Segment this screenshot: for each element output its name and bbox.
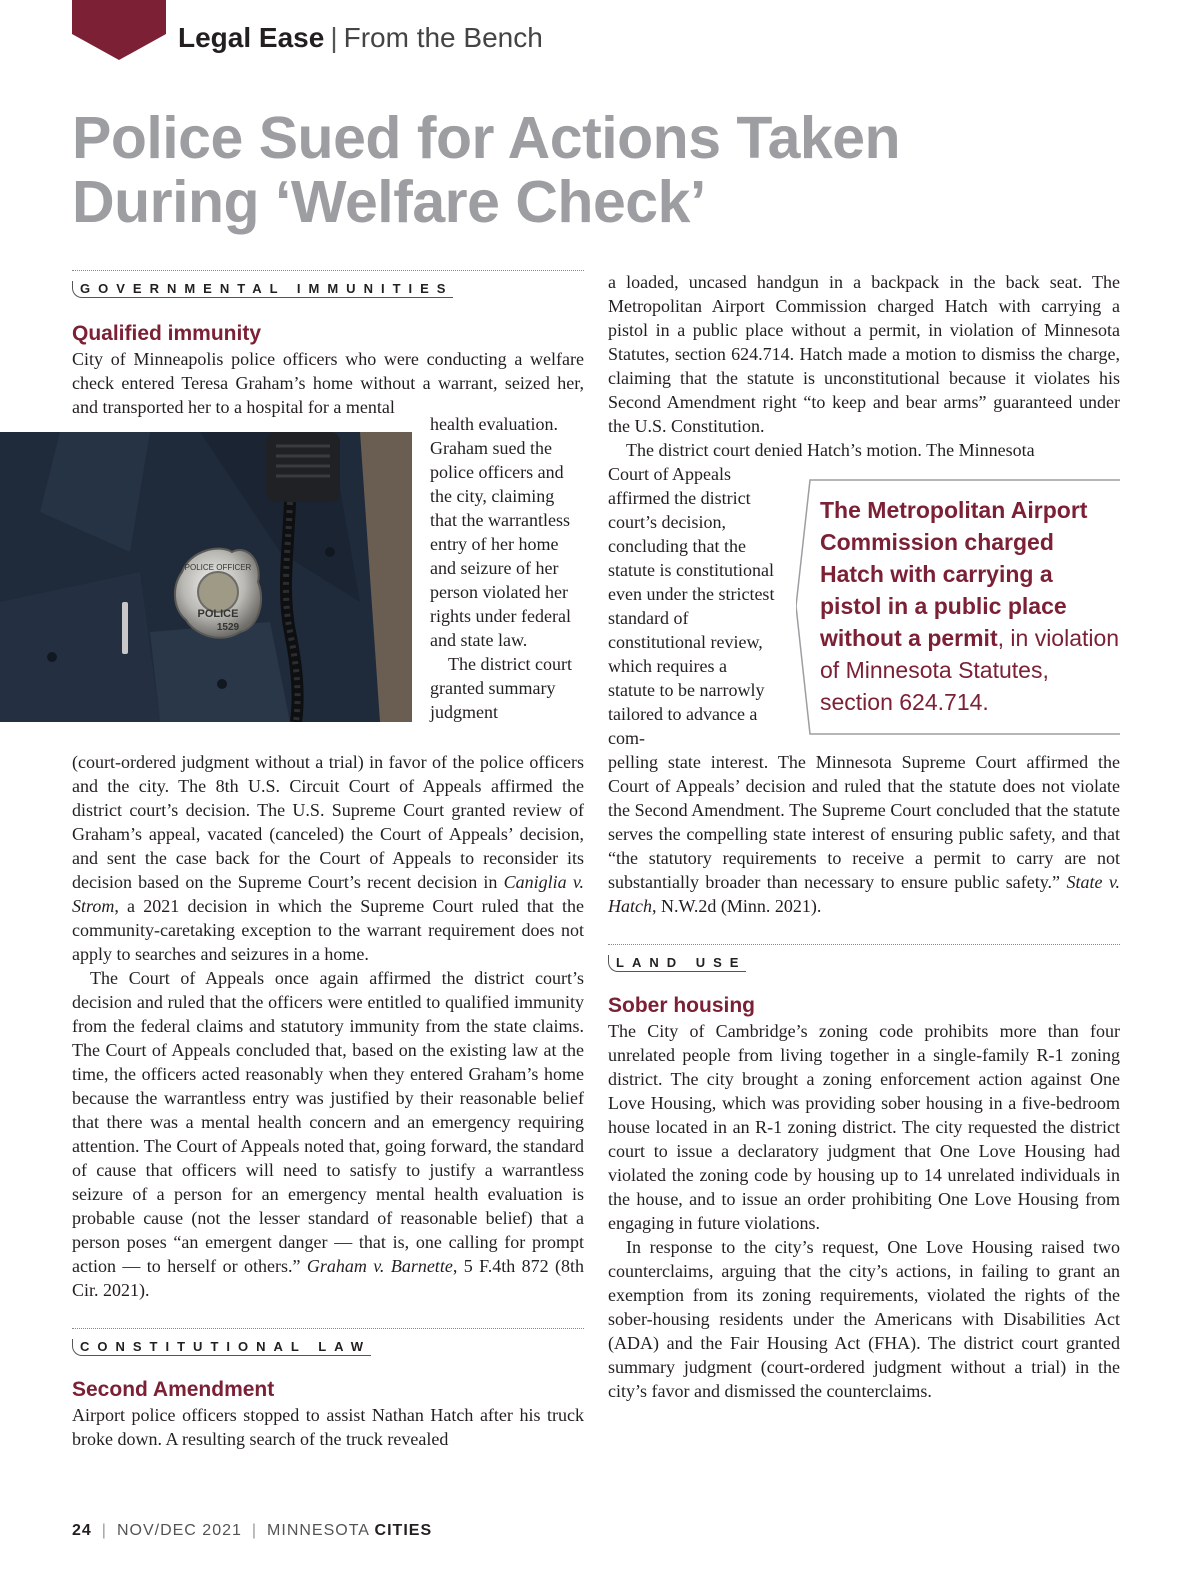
paragraph-wrap: health evaluation. Graham sued the police officers and the city, claiming that the warrantless entry of her home and seizure of her person violated her rights under federal and state law. (430, 414, 571, 650)
paragraph-2: The Court of Appeals once again affirmed the district court’s decision and ruled that the officers were entitled to qualified immunity from the federal claims and statutory immunity from the state claims. The Court of Appeals concluded that, based on the existing law at the time, the officers acted reasonably when they entered Graham’s home because the warrantless entry was justified by their reasonable belief that there was a mental health concern and an emergency requiring attention. The Court of Appeals noted that, going forward, the standard of cause that officers will need to satisfy to justify a warrantless seizure of a person for an emergency mental health evaluation is probable cause (not the lesser standard of reasonable belief) that a person poses “an emergent danger — that is, one calling for prompt action — to herself or others.” Graham v. Barnette, 5 F.4th 872 (8th Cir. 2021). (72, 968, 584, 1300)
paragraph-wrap-2: The district court granted summary judgment (430, 654, 572, 722)
paragraph-hatch-ruling-start: The district court denied Hatch’s motion. The Minnesota (626, 440, 1035, 460)
section-label-constitutional-law: CONSTITUTIONAL LAW (72, 1328, 584, 1357)
section-label-governmental-immunities: GOVERNMENTAL IMMUNITIES (72, 270, 584, 299)
section-name: Legal Ease (178, 22, 325, 53)
case-citation-caniglia: Caniglia v. Strom (72, 872, 584, 916)
page-number: 24 (72, 1522, 92, 1539)
right-column-bottom (608, 750, 1120, 1403)
paragraph-hatch-narrow: Court of Appeals affirmed the district court’s decision, concluding that the statute is constitutional even under the strictest standard of constitutional review, which requires a statute to be narrowly tailored to advance a com- (608, 464, 775, 748)
pullquote-light: , in violation of Minnesota Statutes, section 624.714. (820, 625, 1120, 715)
publication-name: MINNESOTA CITIES (267, 1522, 433, 1539)
paragraph-hatch-continued: a loaded, uncased handgun in a backpack in the back seat. The Metropolitan Airport Commission charged Hatch with carrying a pistol in a public place without a permit, in violation of Minnesota Statutes, section 624.714. Hatch made a motion to dismiss the charge, claiming that the statute is unconstitutional because it violates his Second Amendment right “to keep and bear arms” guaranteed under the U.S. Constitution. (608, 272, 1120, 436)
header-divider: | (330, 22, 338, 53)
section-label-land-use: LAND USE (608, 944, 1120, 973)
case-citation-hatch: State v. Hatch (608, 872, 1120, 916)
page-footer: 24 | NOV/DEC 2021 | MINNESOTA CITIES (72, 1522, 433, 1539)
paragraph-1-continued: (court-ordered judgment without a trial) in favor of the police officers and the city. The 8th U.S. Circuit Court of Appeals affirmed the district court’s decision. The U.S. Supreme Court granted review of Graham’s appeal, vacated (canceled) the Court of Appeals’ decision, and sent the case back for the Court of Appeals to reconsider its decision based on the Supreme Court’s recent decision in Caniglia v. Strom, a 2021 decision in which the Supreme Court ruled that the community-caretaking exception to the warrant requirement does not apply to searches and seizures in a home. (72, 752, 584, 964)
left-column-bottom (72, 750, 584, 1451)
badge-top-text: POLICE OFFICER (184, 563, 252, 572)
left-column-top (72, 270, 584, 419)
paragraph-counterclaims: In response to the city’s request, One Love Housing raised two counterclaims, arguing that the city’s actions, in failing to grant an exemption from its zoning requirements, violated the rights of the sober-housing residents under the Americans with Disabilities Act (ADA) and the Fair Housing Act (FHA). The district court granted summary judgment (court-ordered judgment without a trial) in the city’s favor and dismissed the counterclaims. (608, 1237, 1120, 1401)
section-header (178, 22, 543, 54)
subhead-qualified-immunity: Qualified immunity (72, 322, 262, 345)
badge-mid-text: POLICE (197, 608, 239, 620)
subsection-name: From the Bench (343, 22, 543, 53)
right-column-top (608, 270, 1120, 462)
article-title (72, 106, 1072, 234)
title-line-1: Police Sued for Actions Taken (72, 105, 901, 171)
subhead-second-amendment: Second Amendment (72, 1378, 275, 1401)
case-citation-graham: Graham v. Barnette (306, 1256, 453, 1276)
police-officer-photo (0, 432, 412, 722)
right-column-narrow (608, 462, 776, 750)
pullquote (820, 494, 1120, 718)
pullquote-bold: The Metropolitan Airport Commission charged Hatch with carrying a pistol in a public place without a permit (820, 497, 1088, 651)
badge-number: 1529 (216, 622, 240, 633)
paragraph-cambridge: The City of Cambridge’s zoning code prohibits more than four unrelated people from living together in a single-family R-1 zoning district. The city brought a zoning enforcement action against One Love Housing, which was providing sober housing in a five-bedroom house located in an R-1 zoning district. The city requested the district court to issue a declaratory judgment that One Love Housing had violated the zoning code by housing up to 14 unrelated individuals in the house, and to issue an order prohibiting One Love Housing from engaging in future violations. (608, 1021, 1120, 1233)
subhead-sober-housing: Sober housing (608, 994, 755, 1017)
header-tab-marker (72, 0, 166, 60)
issue-date: NOV/DEC 2021 (116, 1522, 242, 1539)
paragraph-intro: City of Minneapolis police officers who were conducting a welfare check entered Teresa Graham’s home without a warrant, seized her, and transported her to a hospital for a mental (72, 349, 584, 417)
wrapped-text-beside-photo (430, 412, 580, 724)
paragraph-hatch-intro: Airport police officers stopped to assist Nathan Hatch after his truck broke down. A resulting search of the truck revealed (72, 1405, 584, 1449)
title-line-2: During ‘Welfare Check’ (72, 169, 706, 235)
paragraph-hatch-ruling-rest: pelling state interest. The Minnesota Supreme Court affirmed the Court of Appeals’ decision and ruled that the statute does not violate the Second Amendment. The Supreme Court concluded that the statute serves the compelling state interest of ensuring public safety, and that “the statutory requirements to receive a permit to carry are not substantially broader than necessary to ensure public safety.” State v. Hatch, N.W.2d (Minn. 2021). (608, 752, 1120, 916)
